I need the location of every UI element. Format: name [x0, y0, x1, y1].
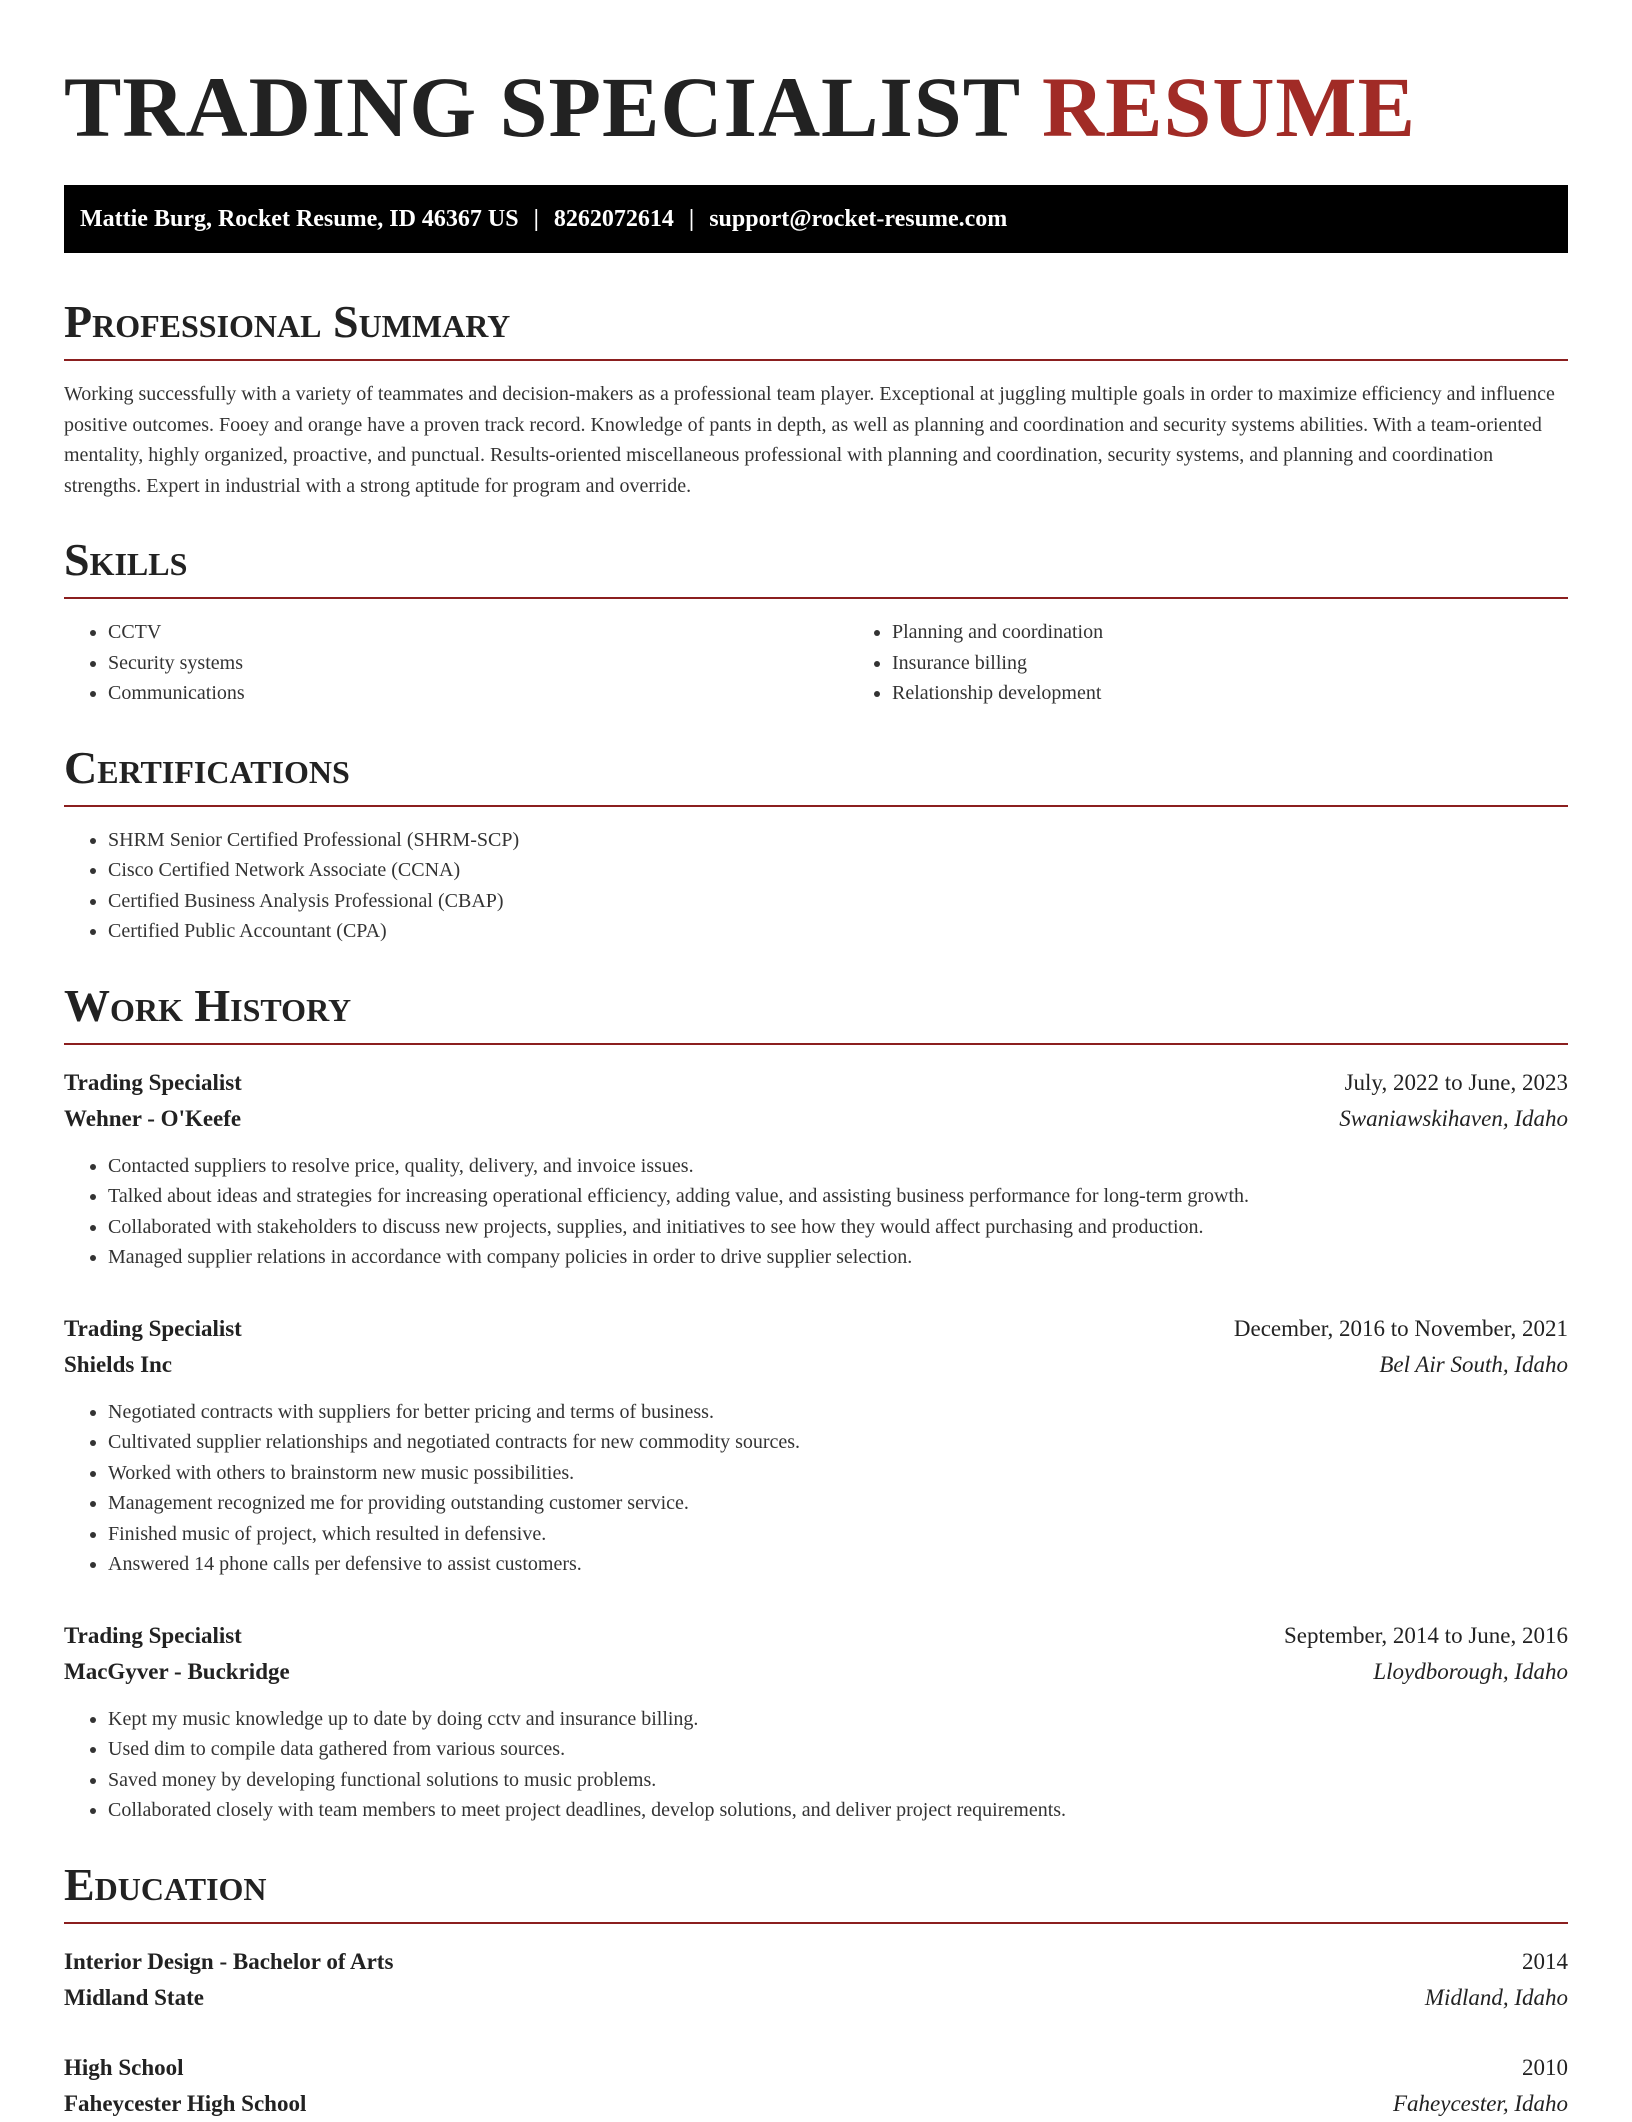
skill-item: • Insurance billing: [892, 648, 1632, 679]
job-bullet: • Finished music of project, which resulted in defensive.: [108, 1519, 1568, 1550]
education-degree-row: [64, 2050, 1568, 2086]
skill-item: • Planning and coordination: [892, 617, 1632, 648]
job-company: Shields Inc: [64, 1351, 173, 1377]
job-dates: July, 2022 to June, 2023: [1344, 1069, 1568, 1095]
summary-text: Working successfully with a variety of teammates and decision-makers as a professional team player. Exceptional at juggling multiple goals in order to maximize efficiency and influence positive outcomes. Fooey and orange have a proven track record. Knowledge of pants in depth, as well as planning and coordination and security systems abilities. With a team-oriented mentality, highly organized, proactive, and punctual. Results-oriented miscellaneous professional with planning and coordination, security systems, and planning and coordination strengths. Expert in industrial with a strong aptitude for program and override.: [64, 383, 1555, 497]
skill-item: • Communications: [108, 678, 848, 709]
education-school: Midland State: [64, 1984, 204, 2010]
job-title: Trading Specialist: [64, 1315, 242, 1341]
job-company-row: [64, 1347, 1568, 1383]
skills-column-left: [64, 617, 848, 709]
job-entry: [64, 1065, 1568, 1273]
certification-item: • Certified Business Analysis Professional (CBAP): [108, 886, 1568, 917]
summary-heading: Professional Summary: [64, 299, 1568, 361]
education-school-row: [64, 2086, 1568, 2122]
job-header-row: [64, 1618, 1568, 1654]
resume-title: [64, 56, 1568, 159]
contact-address: Mattie Burg, Rocket Resume, ID 46367 US: [80, 205, 519, 232]
work-history-heading: Work History: [64, 983, 1568, 1045]
contact-email: support@rocket-resume.com: [709, 205, 1008, 232]
job-bullet: • Worked with others to brainstorm new music possibilities.: [108, 1458, 1568, 1489]
job-bullet: • Answered 14 phone calls per defensive to assist customers.: [108, 1549, 1568, 1580]
job-bullets: [64, 1151, 1568, 1273]
skills-heading: Skills: [64, 537, 1568, 599]
skill-item: • CCTV: [108, 617, 848, 648]
job-title: Trading Specialist: [64, 1622, 242, 1648]
job-entry: [64, 1618, 1568, 1826]
job-company-row: [64, 1101, 1568, 1137]
education-school: Faheycester High School: [64, 2090, 307, 2116]
job-bullet: • Saved money by developing functional solutions to music problems.: [108, 1765, 1568, 1796]
job-dates: September, 2014 to June, 2016: [1284, 1622, 1568, 1648]
education-heading: Education: [64, 1862, 1568, 1924]
job-bullet: • Negotiated contracts with suppliers for better pricing and terms of business.: [108, 1397, 1568, 1428]
job-bullet: • Cultivated supplier relationships and negotiated contracts for new commodity sources.: [108, 1427, 1568, 1458]
education-year: 2014: [1522, 1948, 1568, 1974]
education-year: 2010: [1522, 2054, 1568, 2080]
certification-item: • SHRM Senior Certified Professional (SHRM-SCP): [108, 825, 1568, 856]
job-company-row: [64, 1654, 1568, 1690]
job-bullets: [64, 1704, 1568, 1826]
job-company: Wehner - O'Keefe: [64, 1105, 242, 1131]
contact-separator: |: [688, 205, 695, 232]
skill-item: • Security systems: [108, 648, 848, 679]
resume-page: [64, 0, 1568, 2122]
job-bullet: • Management recognized me for providing outstanding customer service.: [108, 1488, 1568, 1519]
job-entry: [64, 1311, 1568, 1580]
job-header-row: [64, 1311, 1568, 1347]
contact-phone: 8262072614: [553, 205, 674, 232]
certifications-heading: Certifications: [64, 745, 1568, 807]
education-entry: [64, 2050, 1568, 2122]
job-header-row: [64, 1065, 1568, 1101]
job-company: MacGyver - Buckridge: [64, 1658, 290, 1684]
resume-title-main: TRADING SPECIALIST: [64, 59, 1020, 155]
job-location: Bel Air South, Idaho: [1379, 1351, 1568, 1377]
education-entry: [64, 1944, 1568, 2016]
education-location: Faheycester, Idaho: [1393, 2090, 1568, 2116]
contact-separator: |: [533, 205, 539, 232]
job-bullet: • Collaborated closely with team members to meet project deadlines, develop solutions, and deliver project requirements.: [108, 1795, 1568, 1826]
job-bullet: • Talked about ideas and strategies for increasing operational efficiency, adding value, and assisting business performance for long-term growth.: [108, 1181, 1568, 1212]
education-degree: High School: [64, 2054, 184, 2080]
job-bullet: • Managed supplier relations in accordance with company policies in order to drive supplier selection.: [108, 1242, 1568, 1273]
education-degree: Interior Design - Bachelor of Arts: [64, 1948, 394, 1974]
job-dates: December, 2016 to November, 2021: [1233, 1315, 1568, 1341]
certification-item: • Cisco Certified Network Associate (CCNA): [108, 855, 1568, 886]
skills-column-right: [848, 617, 1632, 709]
job-title: Trading Specialist: [64, 1069, 242, 1095]
resume-title-accent: RESUME: [1042, 59, 1416, 155]
education-school-row: [64, 1980, 1568, 2016]
job-bullet: • Used dim to compile data gathered from various sources.: [108, 1734, 1568, 1765]
education-degree-row: [64, 1944, 1568, 1980]
skill-item: • Relationship development: [892, 678, 1632, 709]
contact-bar: [64, 185, 1568, 253]
education-location: Midland, Idaho: [1424, 1984, 1568, 2010]
certification-item: • Certified Public Accountant (CPA): [108, 916, 1568, 947]
job-location: Lloydborough, Idaho: [1373, 1658, 1568, 1684]
skills-list: [64, 599, 1568, 709]
job-bullets: [64, 1397, 1568, 1580]
job-location: Swaniawskihaven, Idaho: [1339, 1105, 1568, 1131]
job-bullet: • Collaborated with stakeholders to discuss new projects, supplies, and initiatives to see how they would affect purchasing and production.: [108, 1212, 1568, 1243]
job-bullet: • Kept my music knowledge up to date by doing cctv and insurance billing.: [108, 1704, 1568, 1735]
job-bullet: • Contacted suppliers to resolve price, quality, delivery, and invoice issues.: [108, 1151, 1568, 1182]
certifications-list: [64, 825, 1568, 947]
